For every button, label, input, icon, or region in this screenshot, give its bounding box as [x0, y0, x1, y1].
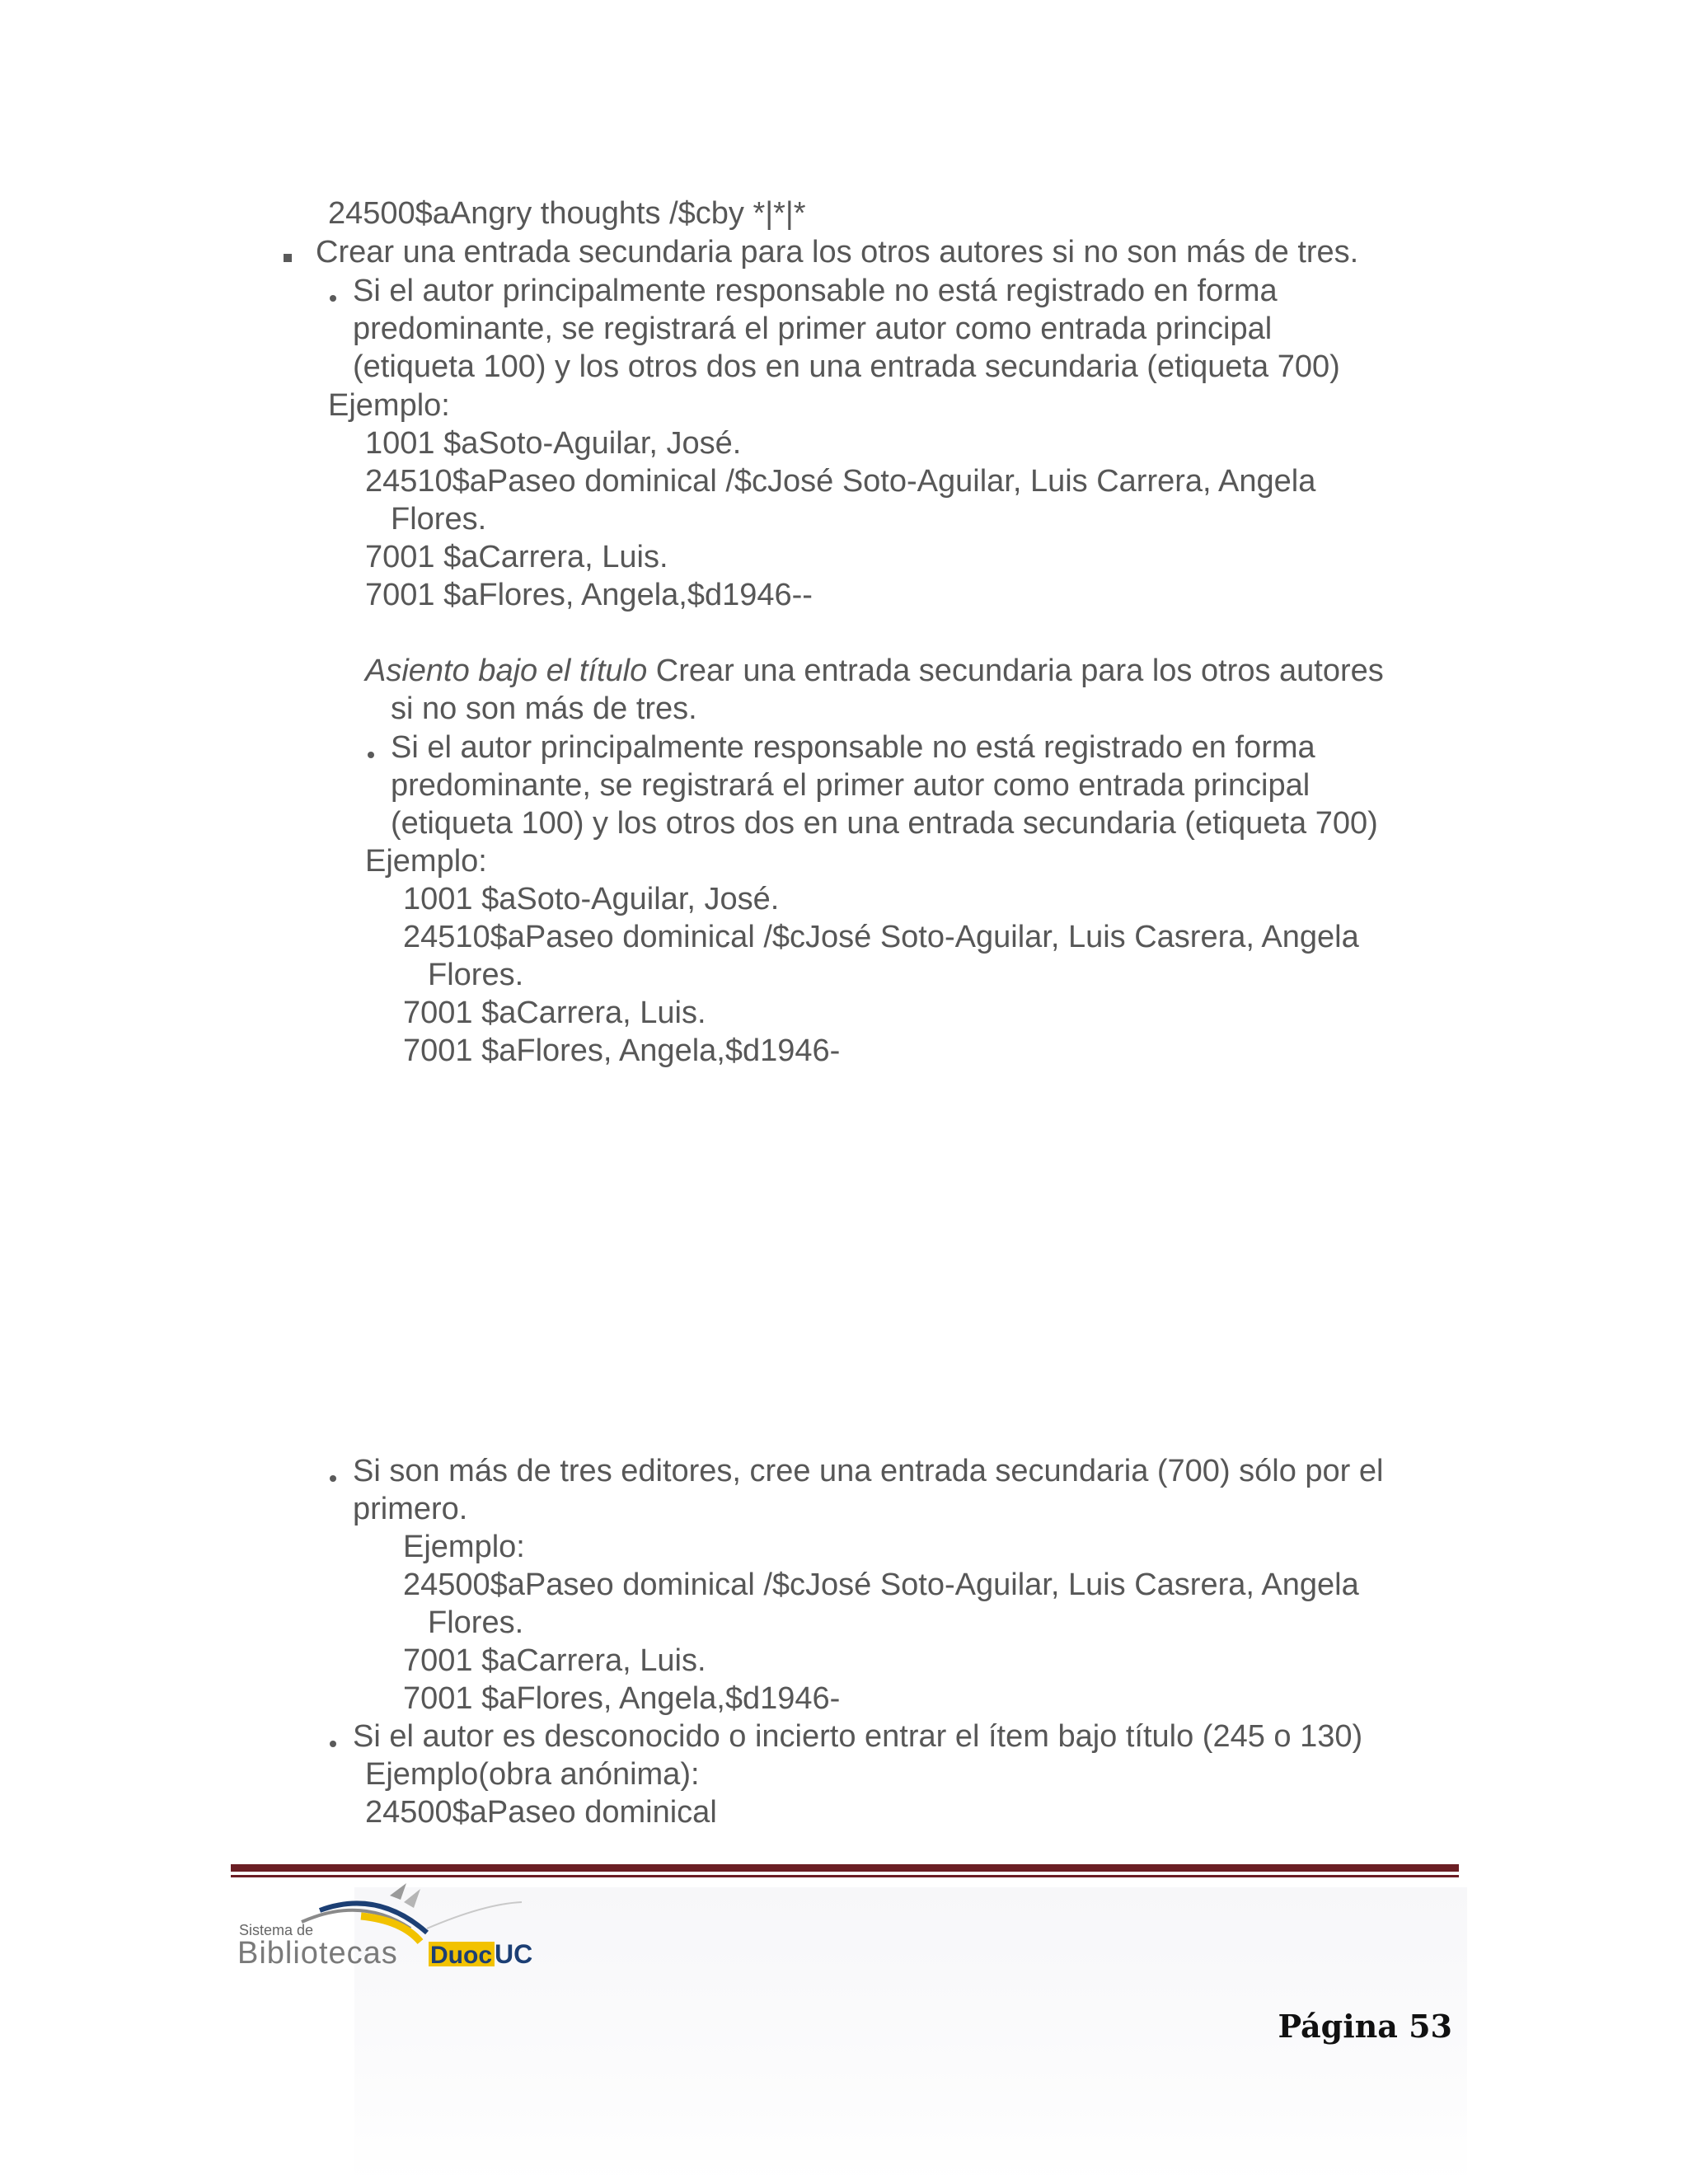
- page-number: Página 53: [1278, 2008, 1452, 2045]
- logo-small-text: Sistema de: [239, 1922, 314, 1938]
- sublist-item-text: Si el autor principalmente responsable no está registrado en forma: [391, 730, 1315, 765]
- logo-swoosh-icon: [390, 1883, 406, 1900]
- example-label: Ejemplo:: [328, 388, 450, 423]
- example-label: Ejemplo:: [403, 1530, 525, 1564]
- section-paragraph-text: Crear una entrada secundaria para los otros autores: [647, 654, 1384, 688]
- dot-bullet-icon: [368, 752, 374, 758]
- marc-line: Flores.: [391, 502, 487, 537]
- marc-line: 1001 $aSoto-Aguilar, José.: [403, 882, 780, 916]
- section-paragraph-text: si no son más de tres.: [391, 691, 697, 726]
- marc-line: 7001 $aCarrera, Luis.: [365, 540, 668, 574]
- logo-swoosh-icon: [404, 1889, 420, 1908]
- marc-line: 1001 $aSoto-Aguilar, José.: [365, 426, 742, 461]
- sublist-item-text: Si el autor principalmente responsable no está registrado en forma: [353, 274, 1278, 308]
- section-paragraph: [365, 652, 1384, 690]
- sublist-item-text: (etiqueta 100) y los otros dos en una entrada secundaria (etiqueta 700): [353, 349, 1340, 384]
- sublist-item-text: predominante, se registrará el primer autor como entrada principal: [391, 768, 1311, 803]
- logo-brand-a: Duoc: [430, 1942, 492, 1969]
- example-label: Ejemplo(obra anónima):: [365, 1757, 700, 1792]
- marc-line: 7001 $aCarrera, Luis.: [403, 996, 706, 1030]
- sublist-item-text: Si son más de tres editores, cree una entrada secundaria (700) sólo por el: [353, 1454, 1384, 1488]
- marc-line: 7001 $aCarrera, Luis.: [403, 1643, 706, 1678]
- logo-swoosh-icon: [427, 1902, 522, 1929]
- logo-brand-b: UC: [495, 1939, 533, 1969]
- marc-line: Flores.: [428, 1605, 524, 1640]
- square-bullet-icon: [284, 254, 292, 262]
- marc-line: 7001 $aFlores, Angela,$d1946-: [403, 1681, 841, 1716]
- example-label: Ejemplo:: [365, 844, 487, 879]
- sublist-item-text: primero.: [353, 1492, 468, 1526]
- dot-bullet-icon: [330, 1475, 336, 1482]
- marc-line: 24500$aAngry thoughts /$cby *|*|*: [328, 196, 806, 231]
- section-heading-italic: Asiento bajo el título: [365, 654, 648, 688]
- marc-line: 24510$aPaseo dominical /$cJosé Soto-Aguilar, Luis Casrera, Angela: [403, 920, 1359, 954]
- marc-line: 24500$aPaseo dominical: [365, 1795, 717, 1830]
- library-logo: [237, 1871, 600, 1978]
- marc-line: 24510$aPaseo dominical /$cJosé Soto-Aguilar, Luis Carrera, Angela: [365, 464, 1316, 499]
- marc-line: Flores.: [428, 958, 524, 992]
- marc-line: 7001 $aFlores, Angela,$d1946--: [365, 578, 813, 612]
- dot-bullet-icon: [330, 295, 336, 302]
- sublist-item-text: (etiqueta 100) y los otros dos en una entrada secundaria (etiqueta 700): [391, 806, 1378, 841]
- list-item-text: Crear una entrada secundaria para los otros autores si no son más de tres.: [316, 235, 1359, 269]
- sublist-item-text: Si el autor es desconocido o incierto entrar el ítem bajo título (245 o 130): [353, 1719, 1363, 1754]
- logo-big-text: Bibliotecas: [237, 1936, 398, 1971]
- marc-line: 24500$aPaseo dominical /$cJosé Soto-Aguilar, Luis Casrera, Angela: [403, 1568, 1359, 1602]
- dot-bullet-icon: [330, 1741, 336, 1747]
- marc-line: 7001 $aFlores, Angela,$d1946-: [403, 1033, 841, 1068]
- sublist-item-text: predominante, se registrará el primer autor como entrada principal: [353, 312, 1273, 346]
